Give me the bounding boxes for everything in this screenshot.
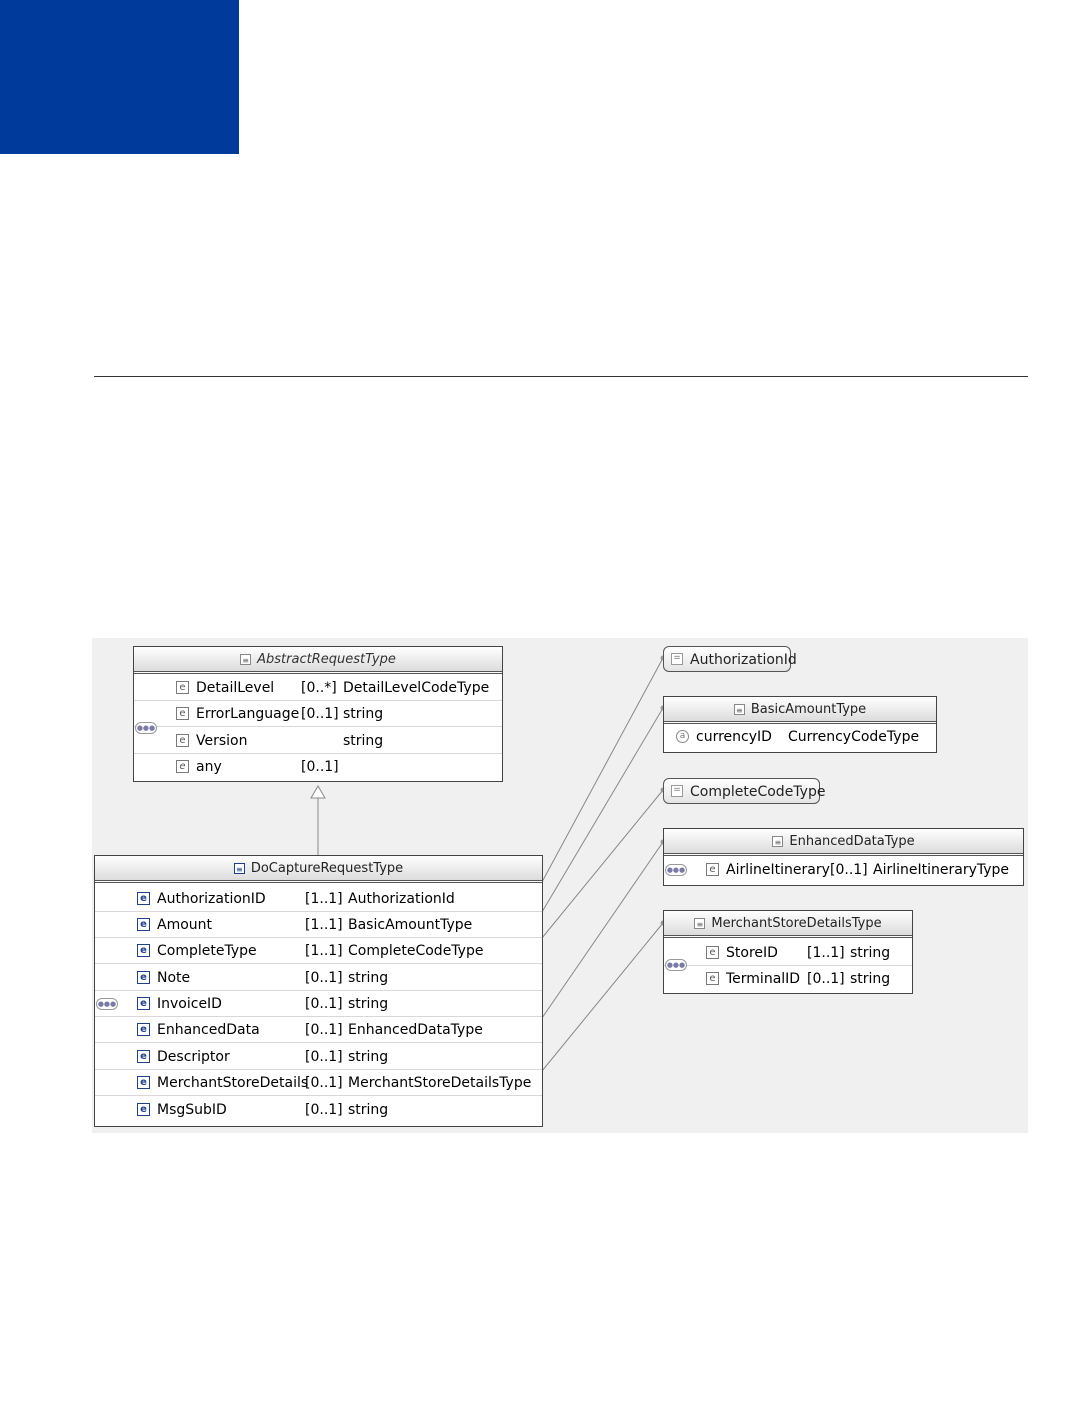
completecodetype-simple-type[interactable] <box>663 778 826 804</box>
element-icon: e <box>137 1050 150 1063</box>
any-element-icon: e <box>176 760 189 773</box>
element-name: MerchantStoreDetails <box>157 1075 309 1091</box>
element-cardinality: [0..1] <box>305 996 343 1012</box>
element-cardinality: [0..1] <box>305 970 343 986</box>
complex-type-icon: ≡ <box>234 863 245 874</box>
simple-type-name: CompleteCodeType <box>690 784 826 800</box>
element-type: BasicAmountType <box>348 917 473 933</box>
element-type: string <box>343 706 384 722</box>
docapture-request-type-title: DoCaptureRequestType <box>250 860 404 876</box>
basic-amount-type-box <box>663 696 937 753</box>
abstract-row-version[interactable] <box>134 728 502 754</box>
element-name: AuthorizationID <box>157 891 266 907</box>
element-name: Version <box>196 733 248 749</box>
element-cardinality: [1..1] <box>807 945 845 961</box>
element-type: EnhancedDataType <box>348 1022 483 1038</box>
element-name: Note <box>157 970 191 986</box>
element-type: DetailLevelCodeType <box>343 680 490 696</box>
sequence-icon[interactable]: ●●● <box>666 866 686 874</box>
enhanced-data-type-box <box>663 828 1024 886</box>
element-type: AirlineItineraryType <box>873 862 1010 878</box>
enhanced-data-row-airlineitinerary[interactable] <box>664 857 1023 883</box>
element-cardinality: [1..1] <box>305 891 343 907</box>
element-type: string <box>348 1049 389 1065</box>
element-icon: e <box>706 946 719 959</box>
docapture-row-completetype[interactable] <box>95 938 542 964</box>
element-name: EnhancedData <box>157 1022 260 1038</box>
element-icon: e <box>137 1103 150 1116</box>
section-divider <box>94 376 1028 377</box>
element-icon: e <box>137 918 150 931</box>
element-cardinality: [0..1] <box>301 759 339 775</box>
docapture-row-amount[interactable] <box>95 912 542 938</box>
element-cardinality: [1..1] <box>305 943 343 959</box>
authorizationid-simple-type[interactable] <box>663 646 797 672</box>
element-type: string <box>348 996 389 1012</box>
simple-type-name: AuthorizationId <box>690 652 797 668</box>
merchant-store-row-terminalid[interactable] <box>664 966 912 992</box>
abstract-row-detaillevel[interactable] <box>134 675 502 701</box>
element-type: string <box>850 971 891 987</box>
element-cardinality: [0..1] <box>305 1022 343 1038</box>
element-name: TerminalID <box>726 971 801 987</box>
element-ref-icon: e <box>137 1023 150 1036</box>
element-cardinality: [0..1] <box>305 1075 343 1091</box>
attribute-icon: a <box>676 730 689 743</box>
element-cardinality: [0..1] <box>301 706 339 722</box>
element-cardinality: [1..1] <box>305 917 343 933</box>
element-icon: e <box>137 997 150 1010</box>
enhanced-data-type-title: EnhancedDataType <box>789 833 915 849</box>
simple-type-icon: = <box>671 785 683 797</box>
element-cardinality: [0..*] <box>301 680 337 696</box>
element-type: AuthorizationId <box>348 891 455 907</box>
docapture-row-note[interactable] <box>95 965 542 991</box>
element-ref-icon: e <box>137 1076 150 1089</box>
element-type: string <box>343 733 384 749</box>
element-icon: e <box>706 972 719 985</box>
docapture-row-enhanceddata[interactable] <box>95 1017 542 1043</box>
abstract-row-any[interactable] <box>134 754 502 780</box>
attribute-name: currencyID <box>696 729 772 745</box>
element-icon: e <box>137 971 150 984</box>
merchant-store-row-storeid[interactable] <box>664 940 912 966</box>
brand-color-block <box>0 0 239 154</box>
element-name: InvoiceID <box>157 996 222 1012</box>
docapture-request-type-box <box>94 855 543 1127</box>
element-name: StoreID <box>726 945 778 961</box>
element-name: AirlineItinerary <box>726 862 830 878</box>
basic-amount-type-header <box>664 697 936 724</box>
basic-amount-row-currencyid[interactable] <box>664 724 936 750</box>
element-icon: e <box>137 944 150 957</box>
sequence-icon[interactable]: ●●● <box>136 724 156 732</box>
element-icon: e <box>137 892 150 905</box>
element-type: string <box>850 945 891 961</box>
sequence-icon[interactable]: ●●● <box>666 961 686 969</box>
docapture-request-type-header <box>95 856 542 883</box>
abstract-request-type-box <box>133 646 503 782</box>
element-icon: e <box>176 707 189 720</box>
sequence-icon[interactable]: ●●● <box>97 1000 117 1008</box>
element-name: Descriptor <box>157 1049 230 1065</box>
complex-type-icon: ≡ <box>694 918 705 929</box>
element-name: Amount <box>157 917 213 933</box>
merchant-store-details-type-box <box>663 910 913 994</box>
element-name: CompleteType <box>157 943 257 959</box>
complex-type-icon: ≡ <box>772 836 783 847</box>
element-type: string <box>348 970 389 986</box>
basic-amount-type-title: BasicAmountType <box>750 701 867 717</box>
element-type: CompleteCodeType <box>348 943 484 959</box>
element-cardinality: [0..1] <box>305 1102 343 1118</box>
element-cardinality: [0..1] <box>305 1049 343 1065</box>
element-name: any <box>196 759 222 775</box>
docapture-row-descriptor[interactable] <box>95 1044 542 1070</box>
element-type: string <box>348 1102 389 1118</box>
element-name: ErrorLanguage <box>196 706 300 722</box>
simple-type-icon: = <box>671 653 683 665</box>
merchant-store-details-type-header <box>664 911 912 938</box>
element-icon: e <box>176 681 189 694</box>
docapture-row-msgsubid[interactable] <box>95 1097 542 1123</box>
enhanced-data-type-header <box>664 829 1023 856</box>
complex-type-icon: ≡ <box>734 704 745 715</box>
element-icon: e <box>706 863 719 876</box>
element-type: MerchantStoreDetailsType <box>348 1075 532 1091</box>
abstract-request-type-header <box>134 647 502 674</box>
element-icon: e <box>176 734 189 747</box>
attribute-type: CurrencyCodeType <box>788 729 920 745</box>
merchant-store-details-type-title: MerchantStoreDetailsType <box>711 915 882 931</box>
abstract-request-type-title: AbstractRequestType <box>257 651 396 667</box>
docapture-row-merchantstoredetails[interactable] <box>95 1070 542 1096</box>
element-name: MsgSubID <box>157 1102 227 1118</box>
complex-type-icon: ≡ <box>240 654 251 665</box>
abstract-row-errorlanguage[interactable] <box>134 701 502 727</box>
docapture-row-authorizationid[interactable] <box>95 886 542 912</box>
docapture-row-invoiceid[interactable] <box>95 991 542 1017</box>
element-cardinality: [0..1] <box>807 971 845 987</box>
element-name: DetailLevel <box>196 680 275 696</box>
element-cardinality: [0..1] <box>830 862 868 878</box>
